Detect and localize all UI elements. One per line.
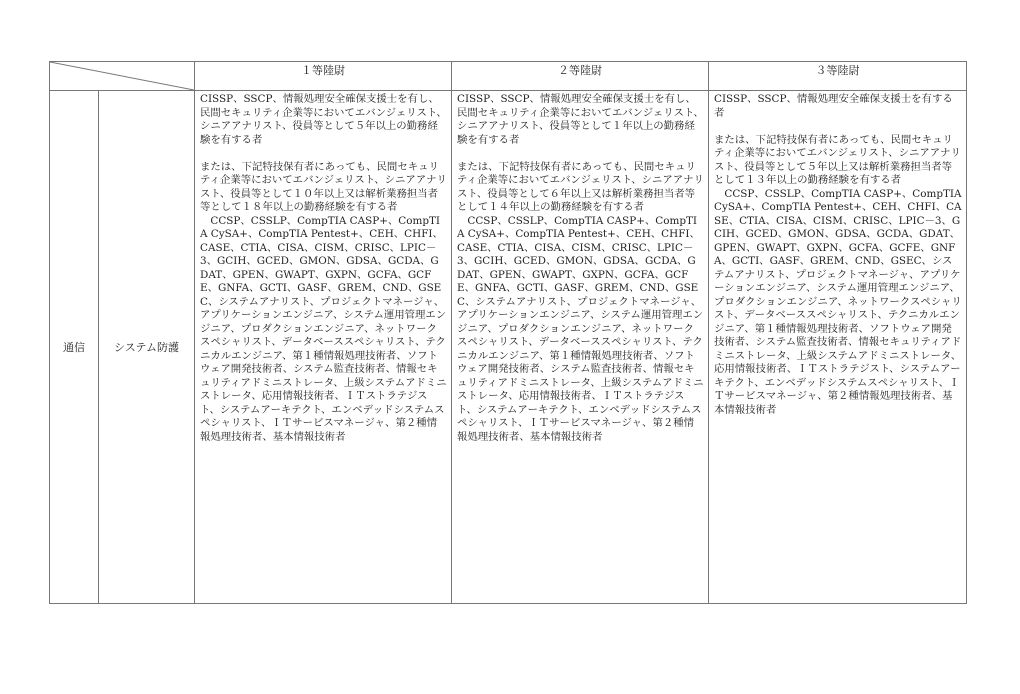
- requirement-cell-rank-2: [452, 91, 709, 604]
- diagonal-line: [50, 62, 194, 90]
- qualification-list: CCSP、CSSLP、CompTIA CASP+、CompTIA CySA+、CompTIA Pentest+、CEH、CHFI、CASE、CTIA、CISA、CISM、CRISC、LPIC－3、GCIH、GCED、GMON、GDSA、GCDA、GDAT、GPEN、GWAPT、GXPN、GCFA、GCFE、GNFA、GCTI、GASF、GREM、CND、GSEC、システムアナリスト、プロジェクトマネージャ、アプリケーションエンジニア、システム運用管理エンジニア、プロダクションエンジニア、ネットワークスペシャリスト、データベーススペシャリスト、テクニカルエンジニア、第１種情報処理技術者、ソフトウェア開発技術者、システム監査技術者、情報セキュリティアドミニストレータ、上級システムアドミニストレータ、応用情報技術者、ＩＴストラテジスト、システムアーキテクト、エンベデッドシステムスペシャリスト、ＩＴサービスマネージャ、第２種情報処理技術者、基本情報技術者: [457, 214, 704, 443]
- subcategory-cell: システム防護: [99, 91, 195, 604]
- qualification-list: CCSP、CSSLP、CompTIA CASP+、CompTIA CySA+、CompTIA Pentest+、CEH、CHFI、CASE、CTIA、CISA、CISM、CRISC、LPIC－3、GCIH、GCED、GMON、GDSA、GCDA、GDAT、GPEN、GWAPT、GXPN、GCFA、GCFE、GNFA、GCTI、GASF、GREM、CND、GSEC、システムアナリスト、プロジェクトマネージャ、アプリケーションエンジニア、システム運用管理エンジニア、プロダクションエンジニア、ネットワークスペシャリスト、データベーススペシャリスト、テクニカルエンジニア、第１種情報処理技術者、ソフトウェア開発技術者、システム監査技術者、情報セキュリティアドミニストレータ、上級システムアドミニストレータ、応用情報技術者、ＩＴストラテジスト、システムアーキテクト、エンベデッドシステムスペシャリスト、ＩＴサービスマネージャ、第２種情報処理技術者、基本情報技術者: [714, 187, 962, 416]
- diagonal-corner-cell: [50, 62, 195, 91]
- qualification-table: [49, 61, 967, 604]
- requirement-primary: CISSP、SSCP、情報処理安全確保支援士を有し、民間セキュリティ企業等においてエバンジェリスト、シニアアナリスト、役員等として５年以上の勤務経験を有する者: [200, 93, 447, 146]
- header-rank-2: ２等陸尉: [452, 62, 709, 91]
- requirement-primary: CISSP、SSCP、情報処理安全確保支援士を有し、民間セキュリティ企業等においてエバンジェリスト、シニアアナリスト、役員等として１年以上の勤務経験を有する者: [457, 93, 704, 146]
- table-row: [50, 91, 967, 604]
- header-rank-1: １等陸尉: [195, 62, 452, 91]
- header-rank-3: ３等陸尉: [709, 62, 967, 91]
- header-row: [50, 62, 967, 91]
- requirement-cell-rank-3: [709, 91, 967, 604]
- requirement-cell-rank-1: [195, 91, 452, 604]
- qualification-list: CCSP、CSSLP、CompTIA CASP+、CompTIA CySA+、CompTIA Pentest+、CEH、CHFI、CASE、CTIA、CISA、CISM、CRISC、LPIC－3、GCIH、GCED、GMON、GDSA、GCDA、GDAT、GPEN、GWAPT、GXPN、GCFA、GCFE、GNFA、GCTI、GASF、GREM、CND、GSEC、システムアナリスト、プロジェクトマネージャ、アプリケーションエンジニア、システム運用管理エンジニア、プロダクションエンジニア、ネットワークスペシャリスト、データベーススペシャリスト、テクニカルエンジニア、第１種情報処理技術者、ソフトウェア開発技術者、システム監査技術者、情報セキュリティアドミニストレータ、上級システムアドミニストレータ、応用情報技術者、ＩＴストラテジスト、システムアーキテクト、エンベデッドシステムスペシャリスト、ＩＴサービスマネージャ、第２種情報処理技術者、基本情報技術者: [200, 214, 447, 443]
- requirement-alternative: または、下記特技保有者にあっても、民間セキュリティ企業等においてエバンジェリスト、シニアアナリスト、役員等として１０年以上又は解析業務担当者等として１８年以上の勤務経験を有する者: [200, 160, 447, 213]
- category-cell: 通信: [50, 91, 99, 604]
- requirement-alternative: または、下記特技保有者にあっても、民間セキュリティ企業等においてエバンジェリスト、シニアアナリスト、役員等として５年以上又は解析業務担当者等として１３年以上の勤務経験を有する者: [714, 133, 961, 186]
- requirement-primary: CISSP、SSCP、情報処理安全確保支援士を有する者: [714, 93, 953, 119]
- requirement-alternative: または、下記特技保有者にあっても、民間セキュリティ企業等においてエバンジェリスト、シニアアナリスト、役員等として６年以上又は解析業務担当者等として１４年以上の勤務経験を有する者: [457, 160, 704, 213]
